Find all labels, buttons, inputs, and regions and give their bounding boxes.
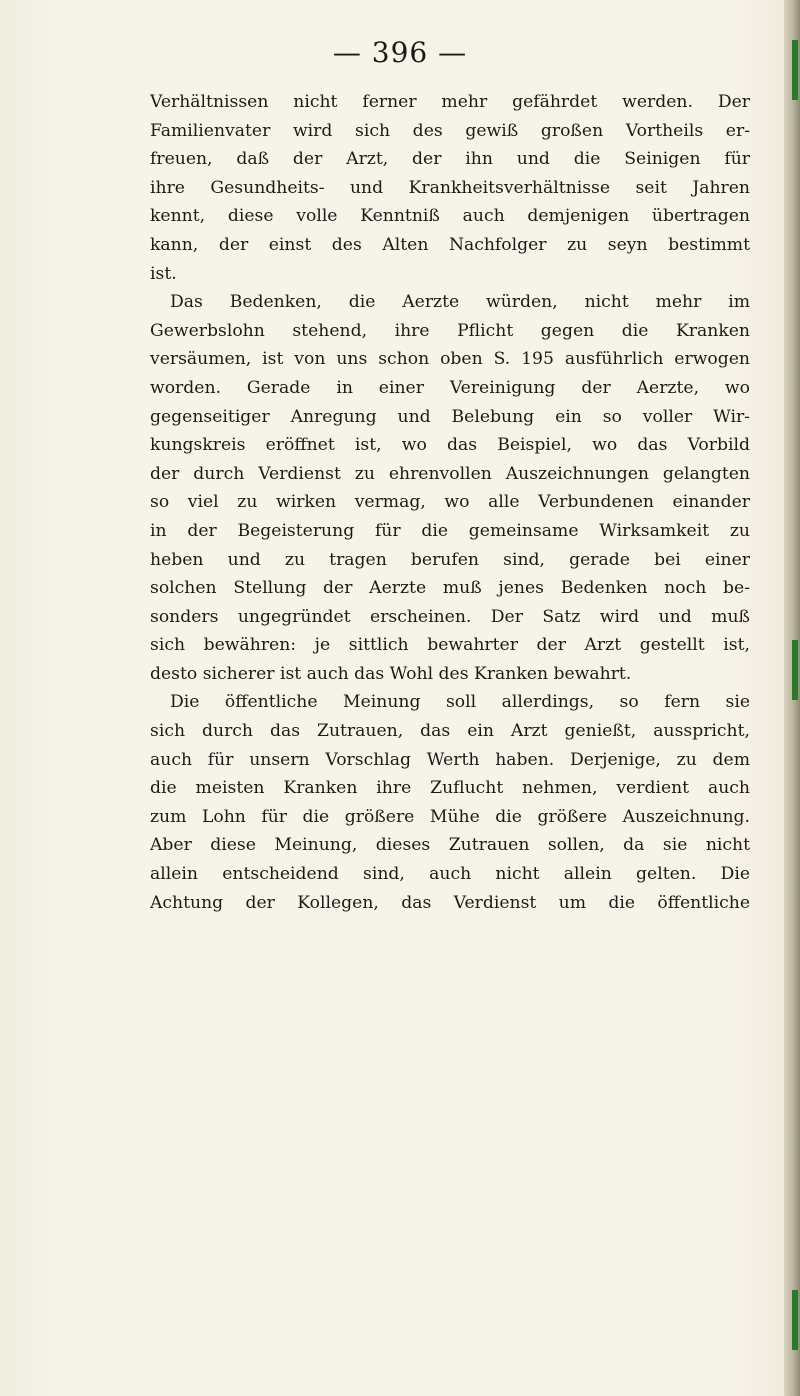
- text-line: allein entscheidend sind, auch nicht allein gelten. Die: [150, 864, 750, 885]
- text-line: kennt, diese volle Kenntniß auch demjenigen übertragen: [150, 206, 750, 227]
- text-line: Gewerbslohn stehend, ihre Pflicht gegen die Kranken: [150, 320, 750, 341]
- text-line: desto sicherer ist auch das Wohl des Kranken bewahrt.: [150, 663, 632, 684]
- text-line: ihre Gesundheits- und Krankheitsverhältnisse seit Jahren: [150, 177, 750, 198]
- page-spine-edge: [784, 0, 800, 1396]
- text-line: so viel zu wirken vermag, wo alle Verbundenen einander: [150, 492, 750, 513]
- spine-color-mark: [792, 1290, 798, 1350]
- text-line: die meisten Kranken ihre Zuflucht nehmen, verdient auch: [150, 778, 750, 799]
- text-line: in der Begeisterung für die gemeinsame Wirksamkeit zu: [150, 520, 750, 541]
- text-line: sich bewähren: je sittlich bewahrter der Arzt gestellt ist,: [150, 635, 750, 656]
- text-line: kungskreis eröffnet ist, wo das Beispiel, wo das Vorbild: [150, 435, 750, 456]
- spine-color-mark: [792, 640, 798, 700]
- page-number: — 396 —: [332, 36, 468, 69]
- text-line: freuen, daß der Arzt, der ihn und die Seinigen für: [150, 149, 750, 170]
- text-line: solchen Stellung der Aerzte muß jenes Bedenken noch be-: [150, 578, 750, 599]
- text-line: Familienvater wird sich des gewiß großen Vortheils er-: [150, 120, 750, 141]
- text-line: versäumen, ist von uns schon oben S. 195 ausführlich erwogen: [150, 349, 750, 370]
- text-line: der durch Verdienst zu ehrenvollen Auszeichnungen gelangten: [150, 463, 750, 484]
- text-line: Aber diese Meinung, dieses Zutrauen sollen, da sie nicht: [150, 835, 750, 856]
- text-line: gegenseitiger Anregung und Belebung ein so voller Wir-: [150, 406, 750, 427]
- text-line: auch für unsern Vorschlag Werth haben. Derjenige, zu dem: [150, 749, 750, 770]
- text-line: Das Bedenken, die Aerzte würden, nicht mehr im: [170, 292, 750, 313]
- text-line: worden. Gerade in einer Vereinigung der Aerzte, wo: [150, 377, 750, 398]
- text-line: zum Lohn für die größere Mühe die größere Auszeichnung.: [150, 806, 750, 827]
- text-line: kann, der einst des Alten Nachfolger zu seyn bestimmt: [150, 234, 750, 255]
- text-line: heben und zu tragen berufen sind, gerade bei einer: [150, 549, 750, 570]
- text-line: Verhältnissen nicht ferner mehr gefährdet werden. Der: [150, 92, 750, 112]
- text-line: ist.: [150, 263, 177, 284]
- text-line: sich durch das Zutrauen, das ein Arzt genießt, ausspricht,: [150, 721, 750, 742]
- text-line: Achtung der Kollegen, das Verdienst um die öffentliche: [150, 892, 750, 913]
- text-line: Die öffentliche Meinung soll allerdings, so fern sie: [170, 692, 750, 713]
- text-line: sonders ungegründet erscheinen. Der Satz wird und muß: [150, 606, 750, 627]
- body-text: [150, 88, 750, 917]
